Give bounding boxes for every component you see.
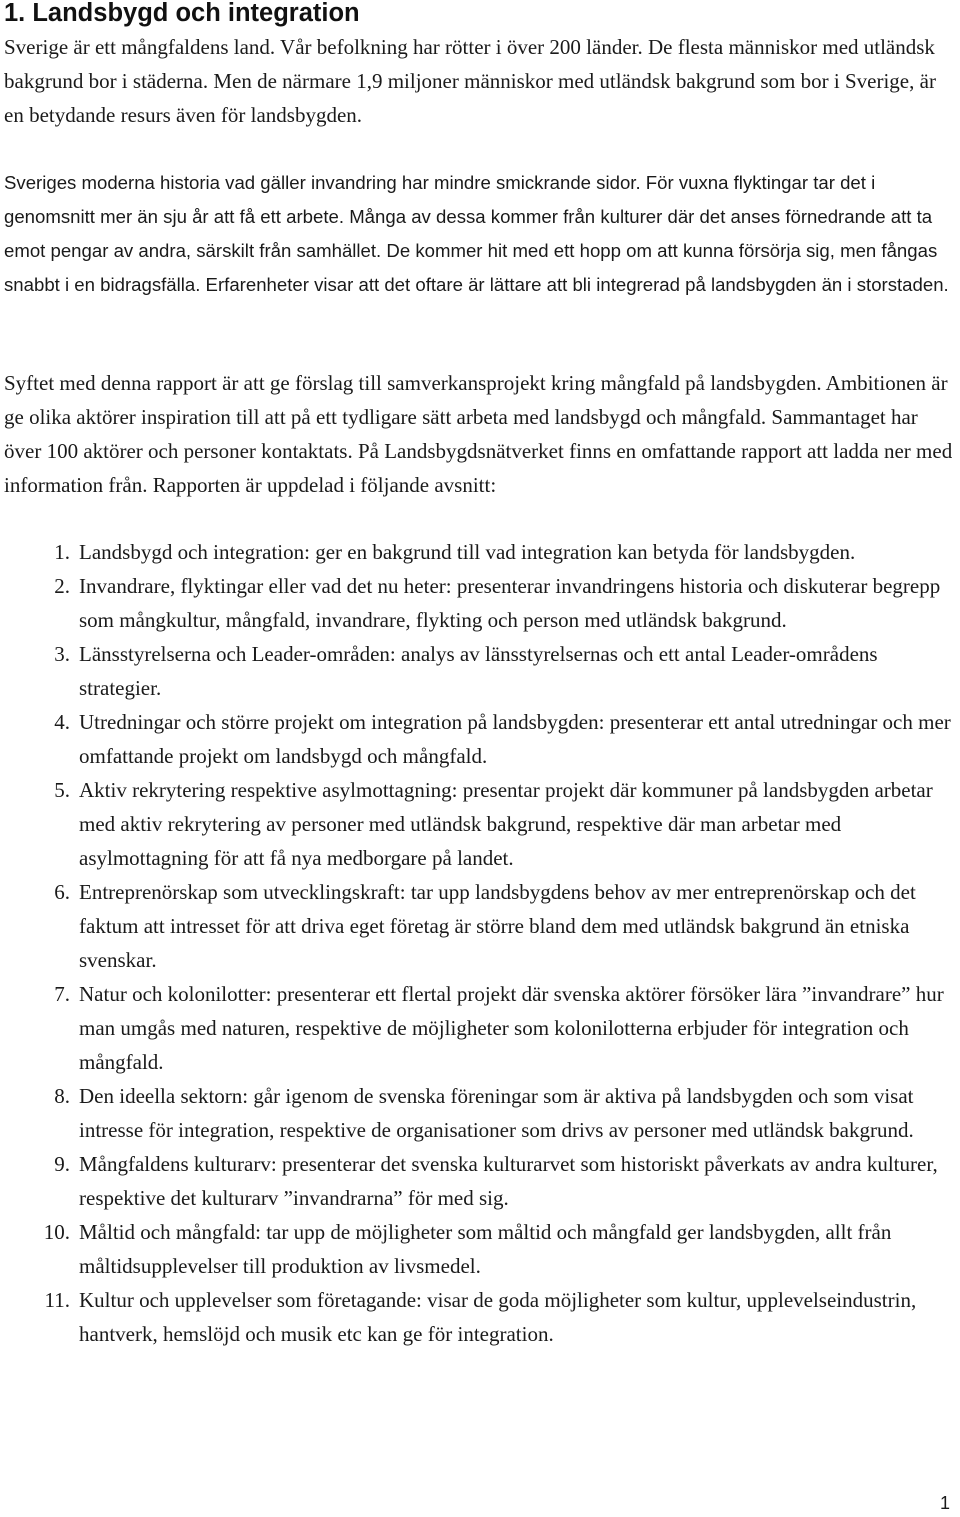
list-item	[4, 875, 954, 977]
list-item-text: Natur och kolonilotter: presenterar ett flertal projekt där svenska aktörer försöker lära ”invandrare” hur man umgås med naturen, respektive de möjligheter som kolonilotterna erbjuder för integration och mångfald.	[79, 982, 944, 1074]
section-list	[4, 535, 954, 1351]
list-item	[4, 1079, 954, 1147]
list-item	[4, 535, 954, 569]
list-item-number: 11 .	[4, 1283, 70, 1317]
list-item-number: 5 .	[4, 773, 70, 807]
history-paragraph: Sveriges moderna historia vad gäller invandring har mindre smickrande sidor. För vuxna flyktingar tar det i genomsnitt mer än sju år att få ett arbete. Många av dessa kommer från kulturer där det anses förnedrande att ta emot pengar av andra, särskilt från samhället. De kommer hit med ett hopp om att kunna försörja sig, men fångas snabbt i en bidragsfälla. Erfarenheter visar att det oftare är lättare att bli integrerad på landsbygden än i storstaden.	[4, 172, 949, 295]
list-item-number: 7 .	[4, 977, 70, 1011]
list-item	[4, 977, 954, 1079]
list-item-text: Landsbygd och integration: ger en bakgrund till vad integration kan betyda för landsbygden.	[79, 540, 856, 564]
list-item-number: 9 .	[4, 1147, 70, 1181]
list-item	[4, 637, 954, 705]
list-item-text: Kultur och upplevelser som företagande: visar de goda möjligheter som kultur, upplevelseindustrin, hantverk, hemslöjd och musik etc kan ge för integration.	[79, 1288, 917, 1346]
list-item-number: 2 .	[4, 569, 70, 603]
list-item-number: 10 .	[4, 1215, 70, 1249]
list-item-text: Länsstyrelserna och Leader-områden: analys av länsstyrelsernas och ett antal Leader-områdens strategier.	[79, 642, 878, 700]
list-item-text: Måltid och mångfald: tar upp de möjligheter som måltid och mångfald ger landsbygden, allt från måltidsupplevelser till produktion av livsmedel.	[79, 1220, 892, 1278]
list-item-number: 4 .	[4, 705, 70, 739]
list-item-number: 3 .	[4, 637, 70, 671]
list-item-text: Aktiv rekrytering respektive asylmottagning: presentar projekt där kommuner på landsbygden arbetar med aktiv rekrytering av personer med utländsk bakgrund, respektive där man arbetar med asylmottagning för att få nya medborgare på landet.	[79, 778, 933, 870]
list-item	[4, 1215, 954, 1283]
list-item	[4, 1283, 954, 1351]
list-item	[4, 705, 954, 773]
list-item-text: Utredningar och större projekt om integration på landsbygden: presenterar ett antal utredningar och mer omfattande projekt om landsbygd och mångfald.	[79, 710, 951, 768]
list-item	[4, 569, 954, 637]
intro-paragraph: Sverige är ett mångfaldens land. Vår befolkning har rötter i över 200 länder. De flesta människor med utländsk bakgrund bor i städerna. Men de närmare 1,9 miljoner människor med utländsk bakgrund som bor i Sverige, är en betydande resurs även för landsbygden.	[4, 35, 936, 127]
section-heading: 1. Landsbygd och integration	[4, 0, 360, 27]
purpose-paragraph: Syftet med denna rapport är att ge förslag till samverkansprojekt kring mångfald på landsbygden. Ambitionen är ge olika aktörer inspiration till att på ett tydligare sätt arbeta med landsbygd och mångfald. Sammantaget har över 100 aktörer och personer kontaktats. På Landsbygdsnätverket finns en omfattande rapport att ladda ner med information från. Rapporten är uppdelad i följande avsnitt:	[4, 371, 953, 497]
list-item	[4, 1147, 954, 1215]
list-item-text: Den ideella sektorn: går igenom de svenska föreningar som är aktiva på landsbygden och som visat intresse för integration, respektive de organisationer som drivs av personer med utländsk bakgrund.	[79, 1084, 914, 1142]
list-item-number: 6 .	[4, 875, 70, 909]
list-item-number: 1 .	[4, 535, 70, 569]
list-item	[4, 773, 954, 875]
list-item-number: 8 .	[4, 1079, 70, 1113]
list-item-text: Entreprenörskap som utvecklingskraft: tar upp landsbygdens behov av mer entreprenörskap och det faktum att intresset för att driva eget företag är större bland dem med utländsk bakgrund än etniska svenskar.	[79, 880, 916, 972]
page-number: 1	[939, 1493, 950, 1513]
list-item-text: Mångfaldens kulturarv: presenterar det svenska kulturarvet som historiskt påverkats av andra kulturer, respektive det kulturarv ”invandrarna” för med sig.	[79, 1152, 938, 1210]
list-item-text: Invandrare, flyktingar eller vad det nu heter: presenterar invandringens historia och diskuterar begrepp som mångkultur, mångfald, invandrare, flykting och person med utländsk bakgrund.	[79, 574, 941, 632]
